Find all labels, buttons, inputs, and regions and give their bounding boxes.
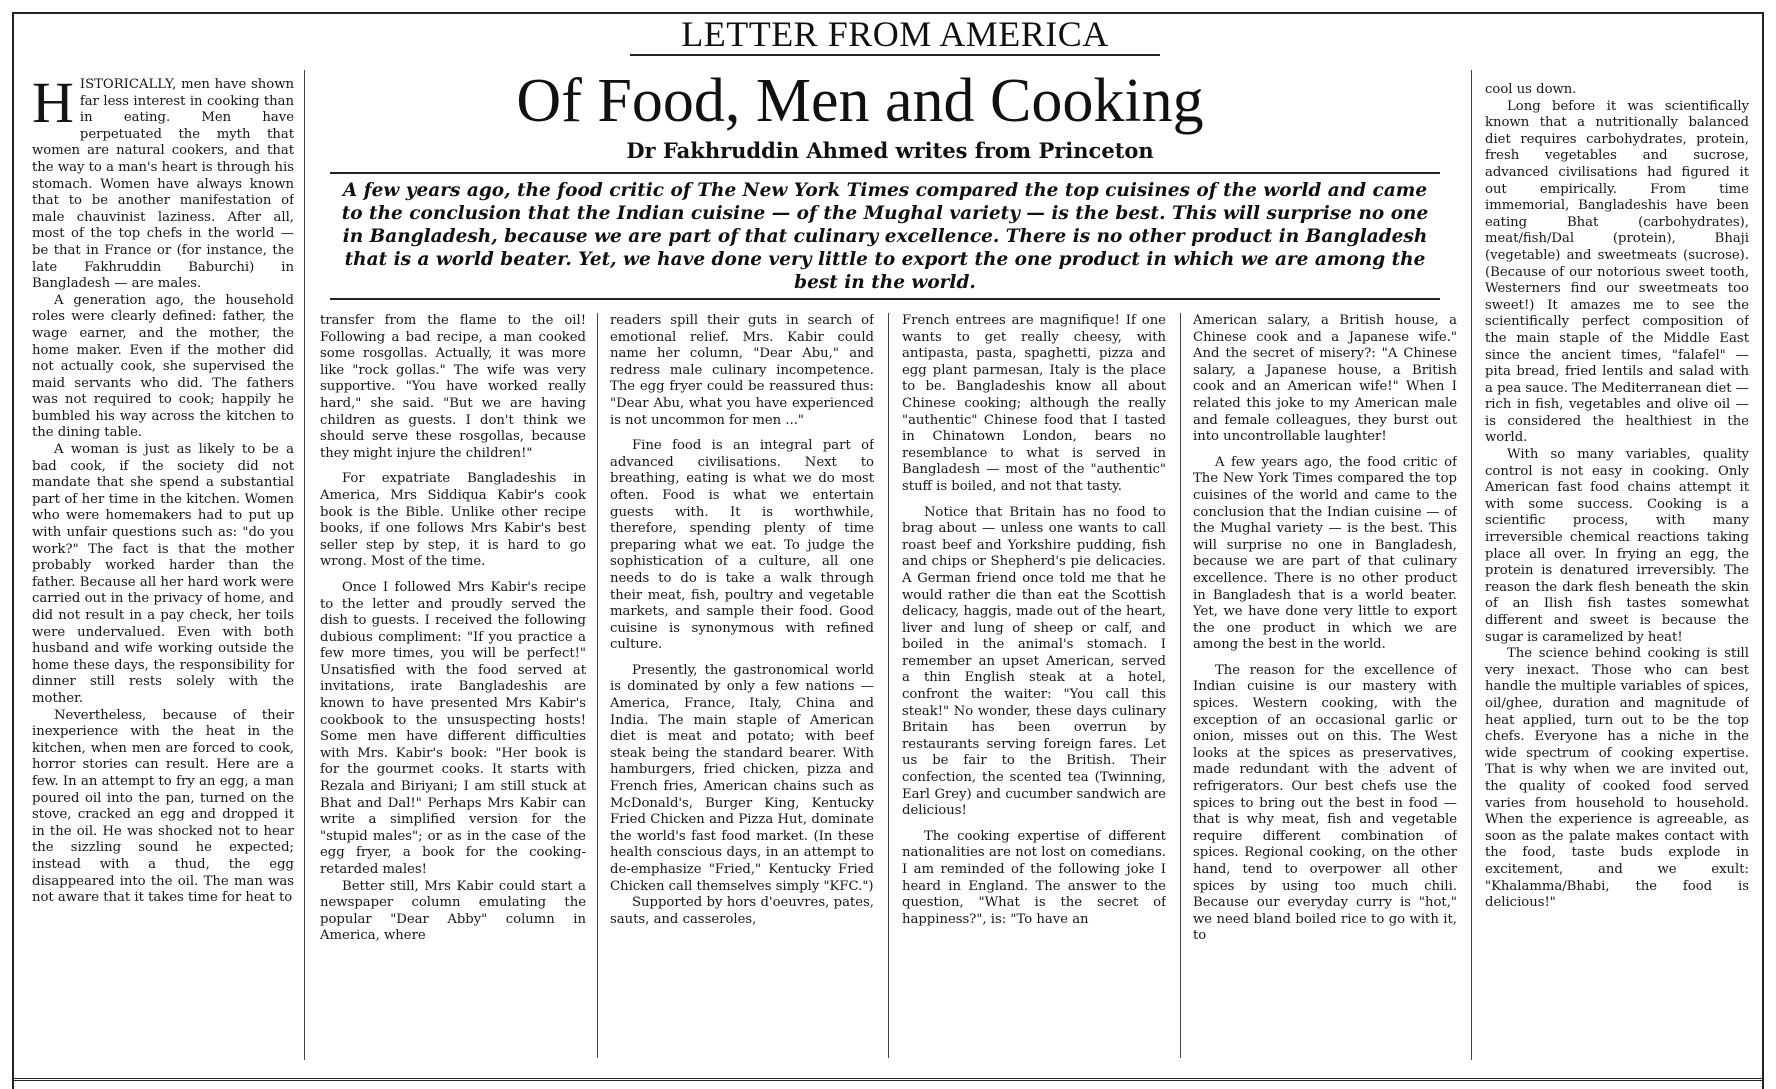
paragraph: A generation ago, the household roles were clearly defined: father, the wage earner, and the mother, the home maker. Even if the mother did not actually cook, she supervised the maid servants who did. The fathers was not required to cook; happily he bumbled his way across the kitchen to the dining table. [32,292,294,441]
paragraph: French entrees are magnifique! If one wants to get really cheesy, with antipasta, pasta, spaghetti, pizza and egg plant parmesan, Italy is the place to be. Bangladeshis know all about Chinese cooking; although the really "authentic" Chinese food that I tasted in Chinatown London, bears no resemblance to what is served in Bangladesh — most of the "authentic" stuff is boiled, and not that tasty. [902,313,1166,494]
column-rule [597,313,598,1058]
article-column-3 [610,313,874,1077]
paragraph: The reason for the excellence of Indian cuisine is our mastery with spices. Western cooking, with the exception of an occasional garlic or onion, misses out on this. The West looks at the spices as preservatives, made redundant with the advent of refrigerators. Our best chefs use the spices to bring out the best in food — that is why meat, fish and vegetable require different combination of spices. Regional cooking, on the other hand, tend to overpower all other spices by using too much chili. Because our everyday curry is "hot," we need bland boiled rice to go with it, to [1193,662,1457,944]
paragraph: Nevertheless, because of their inexperience with the heat in the kitchen, when men are forced to cook, horror stories can result. Here are a few. In an attempt to fry an egg, a man poured oil into the pan, turned on the stove, cracked an egg and dropped it in the oil. He was shocked not to hear the sizzling sound he expected; instead with a thud, the egg disappeared into the oil. The man was not aware that it takes time for heat to [32,707,294,906]
column-rule [1180,313,1181,1058]
paragraph: A woman is just as likely to be a bad cook, if the society did not mandate that she spend a substantial part of her time in the kitchen. Women who were homemakers had to put up with unfair questions such as: "do you work?" The fact is that the mother probably worked harder than the father. Because all her hard work were carried out in the privacy of home, and did not result in a pay check, her toils were undervalued. Even with both husband and wife working outside the home these days, the responsibility for dinner still rests solely with the mother. [32,442,294,706]
paragraph: transfer from the flame to the oil! Following a bad recipe, a man cooked some rosgollas. Actually, it was more like "rock gollas." The wife was very supportive. "You have worked really hard," she said. "But we are having children as guests. I don't think we should serve these rosgollas, because they might injure the children!" [320,313,586,461]
paragraph: For expatriate Bangladeshis in America, Mrs Siddiqua Kabir's cook book is the Bible. Unlike other recipe books, if one follows Mrs Kabir's best seller step by step, it is hard to go wrong. Most of the time. [320,471,586,570]
paragraph: cool us down. [1485,82,1577,97]
paragraph: Long before it was scientifically known that a nutritionally balanced diet requires carbohydrates, protein, fresh vegetables and sucrose, advanced civilisations had figured it out empirically. From time immemorial, Bangladeshis have been eating Bhat (carbohydrates), meat/fish/Dal (protein), Bhaji (vegetable) and sweetmeats (sucrose). (Because of our notorious sweet tooth, Westerners find our sweetmeats too sweet!) It amazes me to see the scientifically perfect composition of the main staple of the Middle East since the ancient times, "falafel" — pita bread, fried lentils and salad with a pea sauce. The Mediterranean diet — rich in fish, vegetables and olive oil — is considered the healthiest in the world. [1485,98,1749,446]
column-rule [888,313,889,1058]
page-border-left [12,12,14,1089]
article-column-4 [902,313,1166,1077]
article-column-2 [320,313,586,1077]
page-border-right [1762,12,1764,1089]
paragraph [32,77,294,293]
paragraph: Once I followed Mrs Kabir's recipe to the letter and proudly served the dish to guests. I received the following dubious compliment: "If you practice a few more times, you will be perfect!" Unsatisfied with the food served at invitations, irate Bangladeshis are known to have presented Mrs Kabir's cookbook to the unsuspecting hosts! Some men have different difficulties with Mrs. Kabir's book: "Her book is for the gourmet cooks. It starts with Rezala and Biriyani; I am still stuck at Bhat and Dal!" Perhaps Mrs Kabir can write a simplified version for the "stupid males"; or as in the case of the egg fryer, a book for the cooking-retarded males! [320,579,586,877]
paragraph: Better still, Mrs Kabir could start a newspaper column emulating the popular "Dear Abby" column in America, where [320,878,586,944]
headline: Of Food, Men and Cooking [516,67,1204,135]
paragraph: Presently, the gastronomical world is dominated by only a few nations — America, France, Italy, China and India. The main staple of American diet is meat and potato; with beef steak being the standard bearer. With hamburgers, fried chicken, pizza and French fries, American chains such as McDonald's, Burger King, Kentucky Fried Chicken and Pizza Hut, dominate the world's fast food market. (In these health conscious days, in an attempt to de-emphasize "Fried," Kentucky Fried Chicken call themselves simply "KFC.") [610,662,874,894]
drop-cap: H [32,77,74,135]
byline: Dr Fakhruddin Ahmed writes from Princeton [626,138,1154,163]
paragraph: Fine food is an integral part of advanced civilisations. Next to breathing, eating is what we do most often. Food is what we entertain guests with. It is worthwhile, therefore, spending plenty of time preparing what we eat. To judge the sophistication of a culture, all one needs to do is take a walk through their meat, fish, poultry and vegetable markets, and sample their food. Good cuisine is synonymous with refined culture. [610,438,874,653]
article-column-1 [32,77,294,1077]
paragraph: Supported by hors d'oeuvres, pates, sauts, and casseroles, [610,895,874,927]
article-column-5 [1193,313,1457,1077]
paragraph: The science behind cooking is still very inexact. Those who can best handle the multiple variables of spices, oil/ghee, duration and magnitude of heat applied, turn out to be the top chefs. Everyone has a niche in the wide spectrum of cooking expertise. That is why when we are invited out, the quality of cooked food served varies from household to household. When the experience is agreeable, as soon as the palate makes contact with the food, taste buds explode in excitement, and we exult: "Khalamma/Bhabi, the food is delicious!" [1485,646,1749,911]
column-rule [304,70,305,1060]
paragraph: The cooking expertise of different nationalities are not lost on comedians. I am reminded of the following joke I heard in England. The answer to the question, "What is the secret of happiness?", is: "To have an [902,828,1166,927]
paragraph: A few years ago, the food critic of The New York Times compared the top cuisines of the world and came to the conclusion that the Indian cuisine — of the Mughal variety — is the best. This will surprise no one in Bangladesh, because we are part of that culinary excellence. There is no other product in Bangladesh that is a world beater. Yet, we have done very little to export the one product in which we are among the best in the world. [1193,454,1457,653]
article-column-6 [1485,82,1749,1077]
paragraph: With so many variables, quality control is not easy in cooking. Only American fast food chains attempt it with some success. Cooking is a scientific process, with many irreversible chemical reactions taking place all over. In frying an egg, the protein is denatured irreversibly. The reason the dark flesh beneath the skin of an Ilish fish tastes somewhat different and sweet is because the sugar is caramelized by heat! [1485,447,1749,645]
standfirst: A few years ago, the food critic of The New York Times compared the top cuisines of the world and came to the conclusion that the Indian cuisine — of the Mughal variety — is the best. This will surprise no one in Bangladesh, because we are part of that culinary excellence. There is no other product in Bangladesh that is a world beater. Yet, we have done very little to export the one product in which we are among the best in the world. [330,172,1440,300]
paragraph: readers spill their guts in search of emotional relief. Mrs. Kabir could name her column, "Dear Abu," and redress male culinary incompetence. The egg fryer could be reassured thus: "Dear Abu, what you have experienced is not uncommon for men ..." [610,313,874,428]
section-title: LETTER FROM AMERICA [630,14,1160,56]
paragraph: Notice that Britain has no food to brag about — unless one wants to call roast beef and Yorkshire pudding, fish and chips or Shepherd's pie delicacies. A German friend once told me that he would rather die than eat the Scottish delicacy, haggis, made out of the heart, liver and lung of sheep or calf, and boiled in the animal's stomach. I remember an upset American, served a thin English steak at a hotel, confront the waiter: "You call this steak!" No wonder, these days culinary Britain has been overrun by restaurants serving foreign fares. Let us be fair to the British. Their confection, the scented tea (Twinning, Earl Grey) and cucumber sandwich are delicious! [902,504,1166,819]
column-rule [1471,70,1472,1060]
page-border-bottom [12,1078,1764,1081]
paragraph-text: ISTORICALLY, men have shown far less interest in cooking than in eating. Men have perpetuated the myth that women are natural cookers, and that the way to a man's heart is through his stomach. Women have always known that to be another manifestation of male chauvinist laziness. After all, most of the top chefs in the world — be that in France or (for instance, the late Fakhruddin Baburchi) in Bangladesh — are males. [32,77,294,292]
paragraph: American salary, a British house, a Chinese cook and a Japanese wife." And the secret of misery?: "A Chinese salary, a Japanese house, a British cook and an American wife!" When I related this joke to my American male and female colleagues, they burst out into uncontrollable laughter! [1193,313,1457,445]
